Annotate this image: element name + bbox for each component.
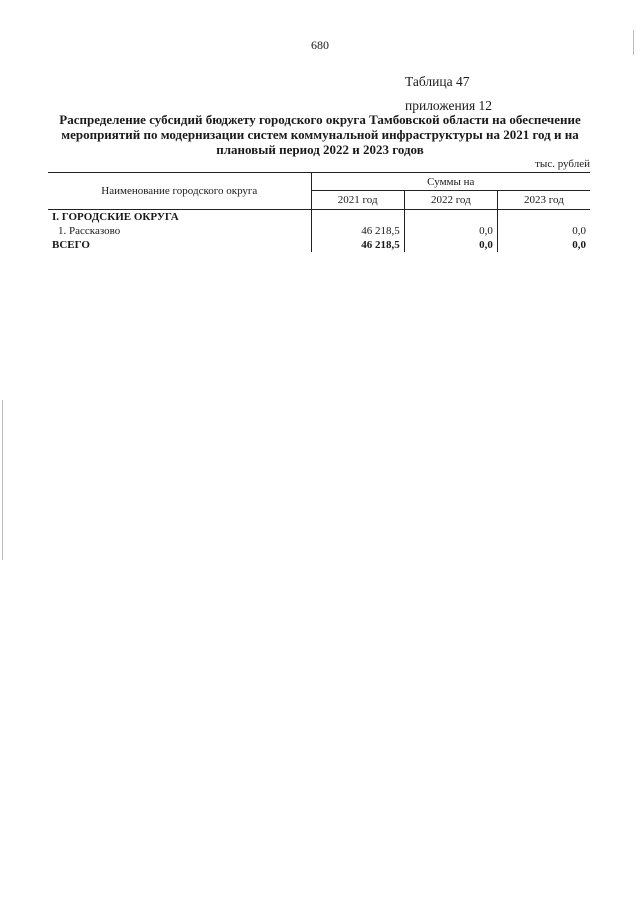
table-reference bbox=[405, 70, 492, 118]
column-header-name: Наименование городского округа bbox=[48, 173, 311, 210]
total-2022: 0,0 bbox=[404, 238, 497, 252]
group-label: I. ГОРОДСКИЕ ОКРУГА bbox=[52, 211, 179, 223]
value-2023: 0,0 bbox=[497, 224, 590, 238]
group-row bbox=[48, 210, 590, 225]
column-header-sums: Суммы на bbox=[311, 173, 590, 191]
column-header-2022: 2022 год bbox=[404, 191, 497, 210]
table-row bbox=[48, 224, 590, 238]
table-label: Таблица 47 bbox=[405, 74, 470, 89]
empty-cell bbox=[497, 210, 590, 225]
empty-cell bbox=[311, 210, 404, 225]
page-number: 680 bbox=[311, 38, 329, 52]
total-row bbox=[48, 238, 590, 252]
total-2021: 46 218,5 bbox=[311, 238, 404, 252]
total-2023: 0,0 bbox=[497, 238, 590, 252]
units-label: тыс. рублей bbox=[535, 158, 590, 170]
row-name: 1. Рассказово bbox=[58, 225, 121, 237]
empty-cell bbox=[404, 210, 497, 225]
scan-edge-mark bbox=[2, 400, 3, 560]
column-header-2021: 2021 год bbox=[311, 191, 404, 210]
appendix-label: приложения 12 bbox=[405, 98, 493, 113]
scan-edge-mark bbox=[633, 30, 634, 55]
subsidy-table bbox=[48, 172, 590, 252]
document-title: Распределение субсидий бюджету городского округа Тамбовской области на обеспечение мероприятий по модернизации систем коммунальной инфраструктуры на 2021 год и на плановый период 2022 и 2023 годов bbox=[59, 112, 581, 157]
value-2022: 0,0 bbox=[404, 224, 497, 238]
value-2021: 46 218,5 bbox=[311, 224, 404, 238]
column-header-2023: 2023 год bbox=[497, 191, 590, 210]
total-label: ВСЕГО bbox=[52, 239, 90, 251]
